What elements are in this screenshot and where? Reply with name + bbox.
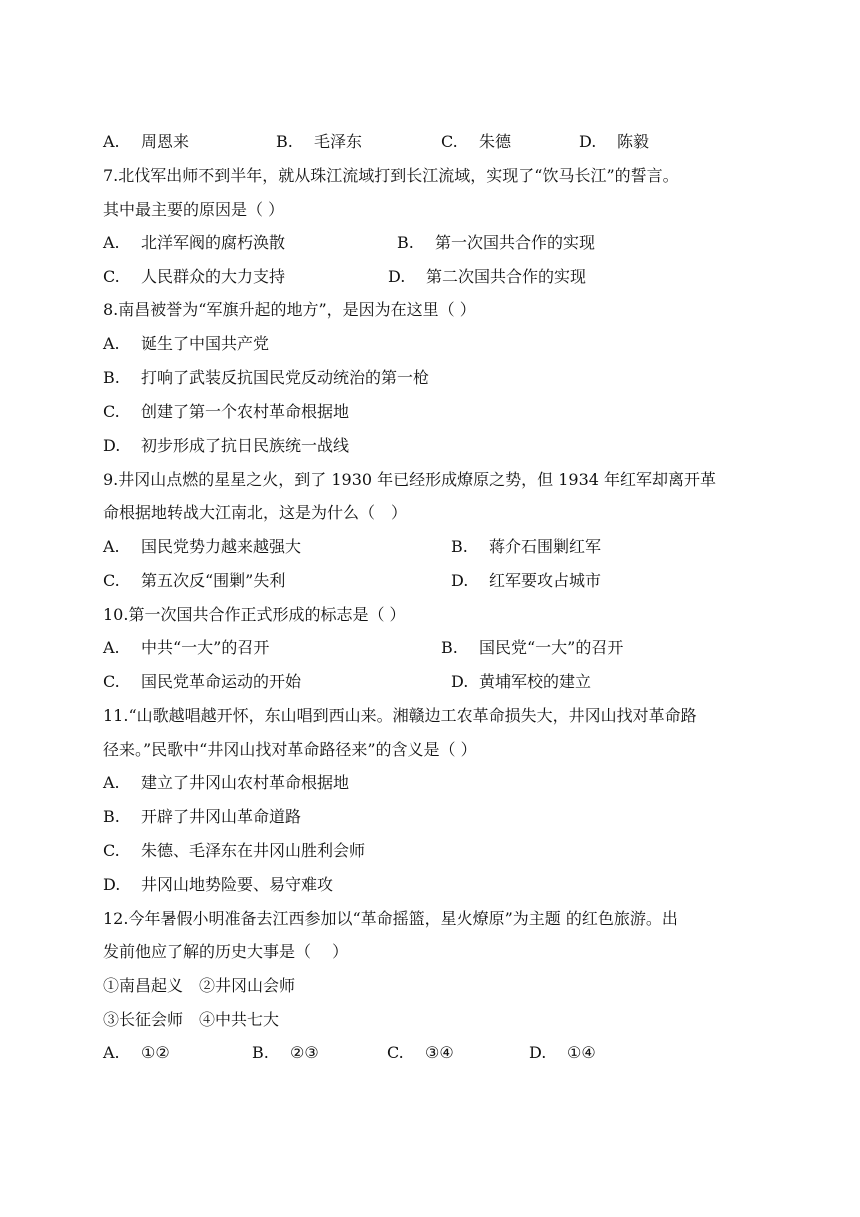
q10-option-c: C. 国民党革命运动的开始 [103,672,302,691]
q7-stem-line-1: 7.北伐军出师不到半年，就从珠江流域打到长江流域，实现了“饮马长江”的誓言。 [103,166,679,185]
q12-events-line-2: ③长征会师 ④中共七大 [103,1010,280,1029]
q12-option-c: C. ③④ [387,1043,454,1062]
q10-stem: 10.第一次国共合作正式形成的标志是（ ） [103,605,406,624]
q12-option-a: A. ①② [103,1043,170,1062]
q11-option-a: A. 建立了井冈山农村革命根据地 [103,773,350,792]
q8-option-a: A. 诞生了中国共产党 [103,334,270,353]
q9-option-c: C. 第五次反“围剿”失利 [103,571,286,590]
q9-option-a: A. 国民党势力越来越强大 [103,537,302,556]
q8-option-b: B. 打响了武装反抗国民党反动统治的第一枪 [103,368,430,387]
q10-option-b: B. 国民党“一大”的召开 [441,638,624,657]
q7-option-c: C. 人民群众的大力支持 [103,267,286,286]
q11-stem-line-1: 11.“山歌越唱越开怀，东山唱到西山来。湘赣边工农革命损失大，井冈山找对革命路 [103,706,697,725]
q7-stem-line-2: 其中最主要的原因是（ ） [103,200,285,219]
q6-option-d: D. 陈毅 [579,132,650,151]
q6-option-a: A. 周恩来 [103,132,190,151]
q9-stem-line-2: 命根据地转战大江南北，这是为什么（ ） [103,503,408,522]
q11-option-b: B. 开辟了井冈山革命道路 [103,807,302,826]
q8-option-c: C. 创建了第一个农村革命根据地 [103,402,350,421]
q7-option-a: A. 北洋军阀的腐朽涣散 [103,233,286,252]
q8-option-d: D. 初步形成了抗日民族统一战线 [103,436,350,455]
q12-option-b: B. ②③ [252,1043,319,1062]
q12-events-line-1: ①南昌起义 ②井冈山会师 [103,976,296,995]
q9-option-d: D. 红军要攻占城市 [451,571,602,590]
q10-option-a: A. 中共“一大”的召开 [103,638,270,657]
q7-option-b: B. 第一次国共合作的实现 [397,233,596,252]
q10-option-d: D. 黄埔军校的建立 [451,672,592,691]
q6-option-c: C. 朱德 [441,132,512,151]
q8-stem: 8.南昌被誉为“军旗升起的地方”，是因为在这里（ ） [103,300,476,319]
q9-option-b: B. 蒋介石围剿红军 [451,537,602,556]
q12-option-d: D. ①④ [529,1043,596,1062]
q11-stem-line-2: 径来。”民歌中“井冈山找对革命路径来”的含义是（ ） [103,740,477,759]
q7-option-d: D. 第二次国共合作的实现 [388,267,587,286]
q12-stem-line-2: 发前他应了解的历史大事是（ ） [103,942,349,961]
q11-option-c: C. 朱德、毛泽东在井冈山胜利会师 [103,841,366,860]
q6-option-b: B. 毛泽东 [276,132,363,151]
q12-stem-line-1: 12.今年暑假小明准备去江西参加以“革命摇篮，星火燎原”为主题 的红色旅游。出 [103,909,678,928]
q9-stem-line-1: 9.井冈山点燃的星星之火，到了 1930 年已经形成燎原之势，但 1934 年红军却离开革 [103,470,717,489]
q11-option-d: D. 井冈山地势险要、易守难攻 [103,875,334,894]
